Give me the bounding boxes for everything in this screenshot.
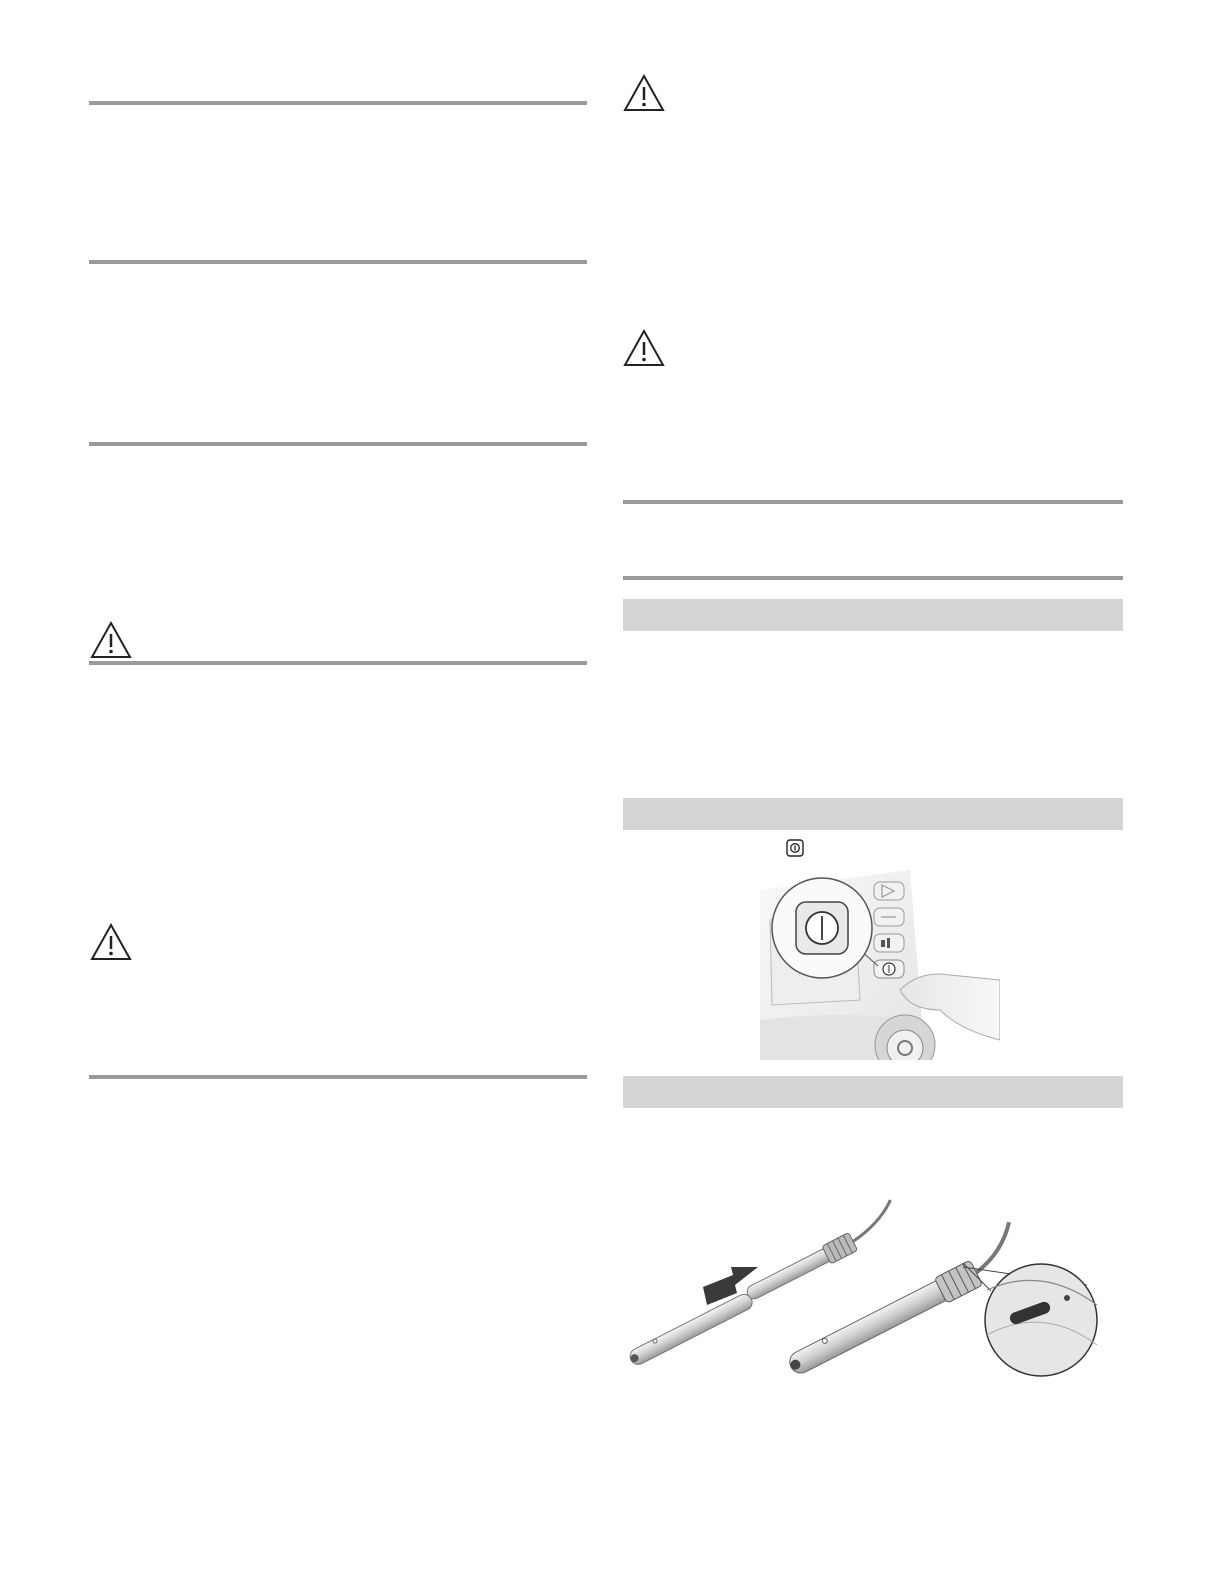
section-rule — [623, 576, 1123, 580]
section-rule — [89, 260, 587, 264]
step-bar — [623, 599, 1123, 631]
step-bar — [623, 798, 1123, 830]
warning-icon — [89, 620, 133, 660]
warning-icon — [89, 922, 133, 962]
section-rule — [89, 661, 587, 665]
section-rule — [89, 442, 587, 446]
warning-icon — [622, 328, 666, 368]
control-panel-power-button-illustration — [760, 870, 1000, 1060]
step-bar — [623, 1076, 1123, 1108]
warning-icon — [622, 73, 666, 113]
section-rule — [623, 500, 1123, 504]
handpiece-assembly-illustration — [623, 1195, 1113, 1385]
section-rule — [89, 1075, 587, 1079]
section-rule — [89, 101, 587, 105]
power-button-icon — [786, 839, 804, 857]
